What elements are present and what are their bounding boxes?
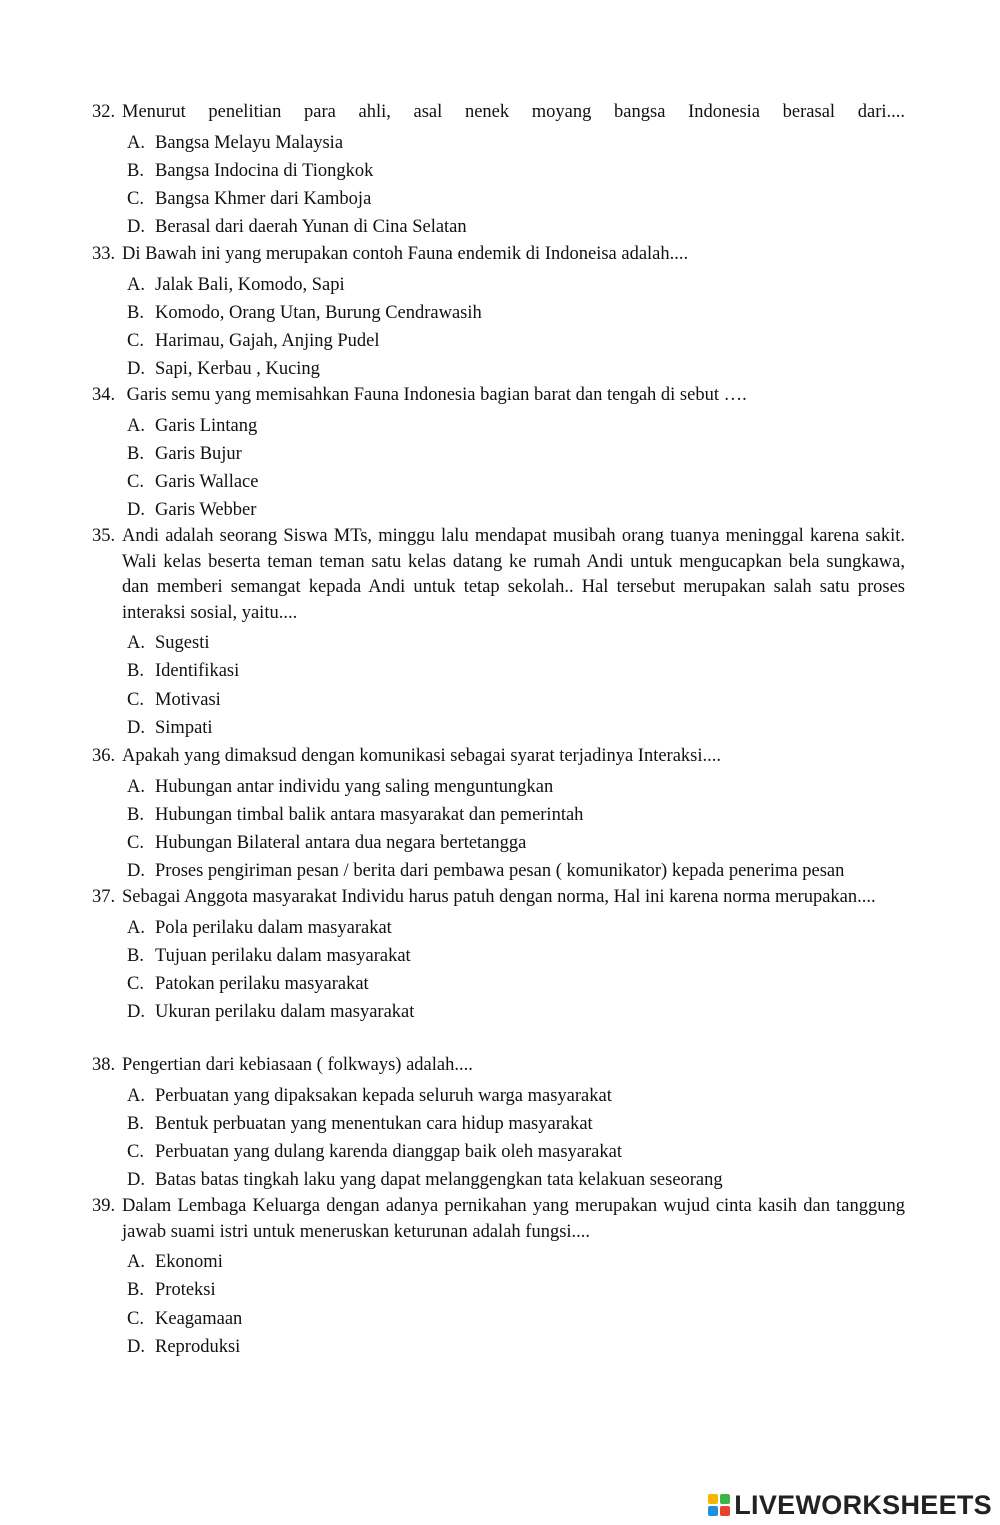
- option-d[interactable]: [127, 998, 905, 1026]
- question-text: Dalam Lembaga Keluarga dengan adanya pernikahan yang merupakan wujud cinta kasih dan tanggung jawab suami istri untuk meneruskan keturunan adalah fungsi....: [122, 1196, 905, 1242]
- option-letter: A.: [127, 132, 145, 153]
- option-letter: C.: [127, 974, 144, 995]
- option-text: Perbuatan yang dipaksakan kepada seluruh warga masyarakat: [155, 1085, 612, 1106]
- option-letter: A.: [127, 776, 145, 797]
- option-a[interactable]: [127, 773, 905, 801]
- option-c[interactable]: [127, 970, 905, 998]
- question-37: [92, 885, 905, 1027]
- option-text: Tujuan perilaku dalam masyarakat: [155, 945, 411, 966]
- option-text: Bangsa Indocina di Tiongkok: [155, 160, 374, 181]
- liveworksheets-logo[interactable]: [708, 1487, 992, 1523]
- question-text: Pengertian dari kebiasaan ( folkways) adalah....: [122, 1055, 473, 1075]
- option-letter: A.: [127, 1085, 145, 1106]
- option-text: Hubungan timbal balik antara masyarakat dan pemerintah: [155, 804, 584, 825]
- option-a[interactable]: [127, 914, 905, 942]
- option-a[interactable]: [127, 1248, 905, 1276]
- option-letter: D.: [127, 1002, 145, 1023]
- option-b[interactable]: [127, 801, 905, 829]
- option-text: Hubungan antar individu yang saling menguntungkan: [155, 776, 554, 797]
- option-text: Proteksi: [155, 1280, 216, 1301]
- option-c[interactable]: [127, 327, 905, 355]
- option-list: [127, 629, 905, 742]
- option-text: Pola perilaku dalam masyarakat: [155, 917, 392, 938]
- option-letter: C.: [127, 689, 144, 710]
- question-number: 35.: [92, 526, 116, 546]
- option-list: [127, 914, 905, 1027]
- option-letter: A.: [127, 917, 145, 938]
- question-number: 36.: [92, 746, 116, 766]
- option-text: Bangsa Khmer dari Kamboja: [155, 189, 372, 210]
- logo-square: [708, 1494, 718, 1504]
- option-letter: B.: [127, 945, 144, 966]
- option-letter: A.: [127, 415, 145, 436]
- logo-square: [720, 1506, 730, 1516]
- liveworksheets-icon: [708, 1494, 730, 1516]
- question-text: Apakah yang dimaksud dengan komunikasi sebagai syarat terjadinya Interaksi....: [122, 746, 722, 766]
- option-letter: C.: [127, 833, 144, 854]
- option-b[interactable]: [127, 942, 905, 970]
- option-a[interactable]: [127, 412, 905, 440]
- option-letter: D.: [127, 1170, 145, 1191]
- option-text: Proses pengiriman pesan / berita dari pembawa pesan ( komunikator) kepada penerima pesan: [155, 861, 845, 882]
- question-number: 33.: [92, 244, 116, 264]
- option-list: [127, 412, 905, 525]
- option-text: Batas batas tingkah laku yang dapat melanggengkan tata kelakuan seseorang: [155, 1170, 723, 1191]
- option-text: Ukuran perilaku dalam masyarakat: [155, 1002, 415, 1023]
- option-letter: B.: [127, 1113, 144, 1134]
- option-c[interactable]: [127, 829, 905, 857]
- option-letter: A.: [127, 633, 145, 653]
- option-b[interactable]: [127, 157, 905, 185]
- option-b[interactable]: [127, 299, 905, 327]
- option-letter: B.: [127, 661, 144, 682]
- option-d[interactable]: [127, 1333, 905, 1361]
- option-text: Perbuatan yang dulang karenda dianggap baik oleh masyarakat: [155, 1142, 622, 1163]
- option-d[interactable]: [127, 213, 905, 241]
- question-number: 37.: [92, 887, 116, 907]
- option-text: Reproduksi: [155, 1336, 241, 1357]
- option-text: Berasal dari daerah Yunan di Cina Selatan: [155, 217, 467, 238]
- question-text: Sebagai Anggota masyarakat Individu harus patuh dengan norma, Hal ini karena norma merupakan....: [122, 887, 876, 907]
- option-text: Keagamaan: [155, 1308, 243, 1329]
- option-list: [127, 129, 905, 242]
- option-list: [127, 271, 905, 384]
- option-text: Jalak Bali, Komodo, Sapi: [155, 274, 345, 295]
- option-letter: B.: [127, 302, 144, 323]
- option-text: Garis Wallace: [155, 472, 259, 493]
- question-number: 38.: [92, 1055, 116, 1075]
- question-text: Menurut penelitian para ahli, asal nenek moyang bangsa Indonesia berasal dari....: [122, 102, 905, 122]
- question-36: [92, 744, 905, 886]
- option-text: Garis Lintang: [155, 415, 258, 436]
- option-text: Patokan perilaku masyarakat: [155, 974, 369, 995]
- option-text: Motivasi: [155, 689, 221, 710]
- option-b[interactable]: [127, 657, 905, 685]
- question-34: [92, 383, 905, 525]
- option-d[interactable]: [127, 714, 905, 742]
- option-letter: D.: [127, 217, 145, 238]
- option-letter: D.: [127, 500, 145, 521]
- question-text: Garis semu yang memisahkan Fauna Indonesia bagian barat dan tengah di sebut ….: [122, 385, 747, 405]
- option-text: Sapi, Kerbau , Kucing: [155, 359, 320, 380]
- option-letter: D.: [127, 1336, 145, 1357]
- option-letter: C.: [127, 1142, 144, 1163]
- option-d[interactable]: [127, 355, 905, 383]
- option-d[interactable]: [127, 1166, 905, 1194]
- option-letter: D.: [127, 359, 145, 380]
- option-letter: B.: [127, 1280, 144, 1301]
- option-letter: B.: [127, 160, 144, 181]
- option-letter: C.: [127, 1308, 144, 1329]
- option-text: Komodo, Orang Utan, Burung Cendrawasih: [155, 302, 482, 323]
- option-letter: D.: [127, 717, 145, 738]
- option-c[interactable]: [127, 468, 905, 496]
- logo-square: [708, 1506, 718, 1516]
- option-c[interactable]: [127, 1305, 905, 1333]
- option-b[interactable]: [127, 1110, 905, 1138]
- option-list: [127, 1082, 905, 1195]
- option-a[interactable]: [127, 1082, 905, 1110]
- question-number: 39.: [92, 1196, 116, 1216]
- option-letter: A.: [127, 1252, 145, 1272]
- question-text: Di Bawah ini yang merupakan contoh Fauna endemik di Indoneisa adalah....: [122, 244, 689, 264]
- question-text: Andi adalah seorang Siswa MTs, minggu lalu mendapat musibah orang tuanya meninggal karena sakit. Wali kelas beserta teman teman satu kelas datang ke rumah Andi untuk mengucapkan bela sungkawa, dan memberi semangat kepada Andi untuk tetap sekolah.. Hal tersebut merupakan salah satu proses interaksi sosial, yaitu....: [122, 526, 905, 623]
- option-letter: D.: [127, 861, 145, 882]
- option-d[interactable]: [127, 496, 905, 524]
- option-c[interactable]: [127, 185, 905, 213]
- option-text: Harimau, Gajah, Anjing Pudel: [155, 331, 380, 352]
- option-text: Garis Webber: [155, 500, 257, 521]
- question-33: [92, 242, 905, 384]
- logo-square: [720, 1494, 730, 1504]
- option-text: Hubungan Bilateral antara dua negara bertetangga: [155, 833, 527, 854]
- question-32: [92, 100, 905, 242]
- logo-text: LIVEWORKSHEETS: [734, 1489, 992, 1520]
- option-list: [127, 1248, 905, 1361]
- question-number: 32.: [92, 102, 116, 122]
- option-letter: C.: [127, 472, 144, 493]
- option-letter: B.: [127, 443, 144, 464]
- option-text: Sugesti: [155, 633, 210, 653]
- question-38: [92, 1053, 905, 1195]
- question-number: 34.: [92, 385, 116, 405]
- option-b[interactable]: [127, 1276, 905, 1304]
- option-letter: A.: [127, 274, 145, 295]
- option-text: Bangsa Melayu Malaysia: [155, 132, 344, 153]
- option-c[interactable]: [127, 686, 905, 714]
- option-text: Simpati: [155, 717, 213, 738]
- option-a[interactable]: [127, 271, 905, 299]
- question-39: [92, 1194, 905, 1361]
- option-text: Ekonomi: [155, 1252, 223, 1272]
- option-a[interactable]: [127, 129, 905, 157]
- option-b[interactable]: [127, 440, 905, 468]
- question-35: [92, 524, 905, 742]
- option-letter: B.: [127, 804, 144, 825]
- option-letter: C.: [127, 189, 144, 210]
- option-text: Identifikasi: [155, 661, 240, 682]
- option-a[interactable]: [127, 629, 905, 657]
- option-c[interactable]: [127, 1138, 905, 1166]
- option-d[interactable]: [127, 857, 905, 885]
- option-text: Garis Bujur: [155, 443, 242, 464]
- option-letter: C.: [127, 331, 144, 352]
- option-list: [127, 773, 905, 886]
- option-text: Bentuk perbuatan yang menentukan cara hidup masyarakat: [155, 1113, 593, 1134]
